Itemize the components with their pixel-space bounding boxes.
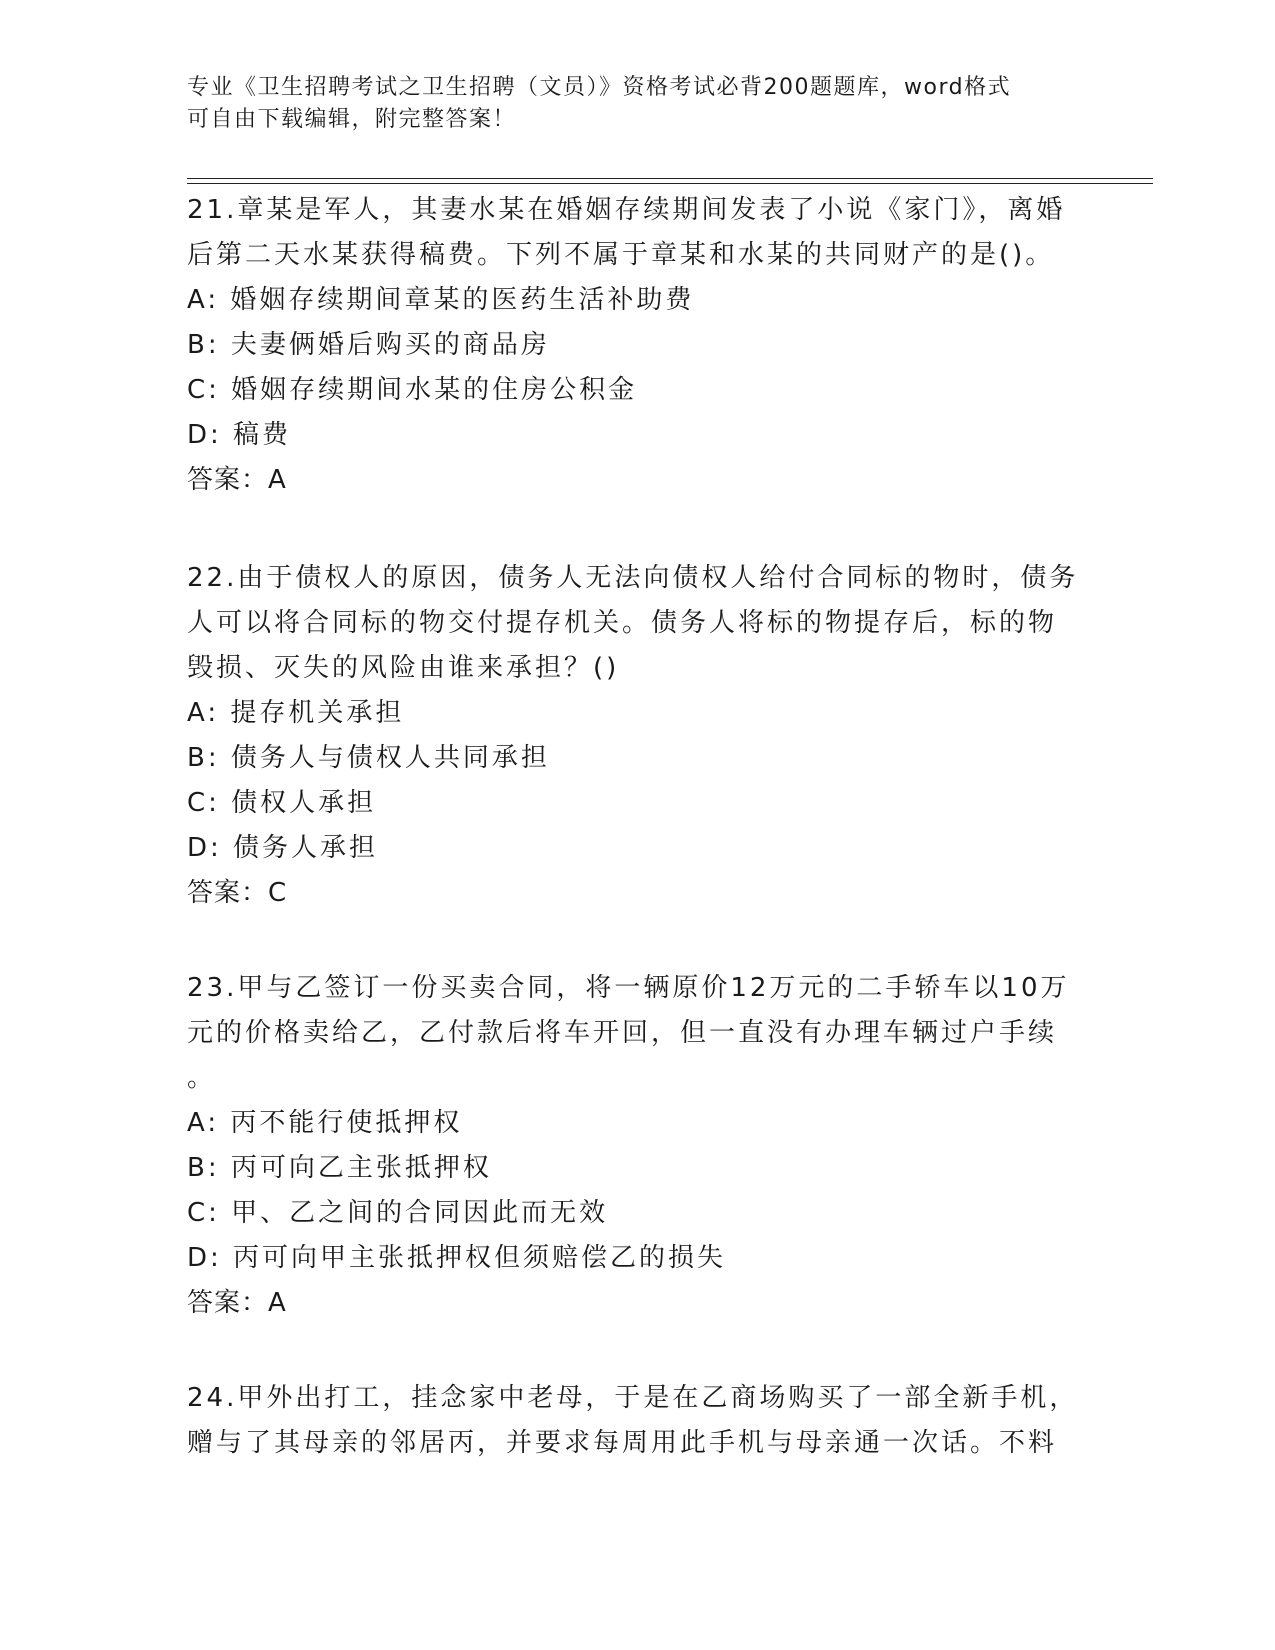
question-21-option-a: A: 婚姻存续期间章某的医药生活补助费: [187, 285, 695, 315]
question-22-text-line-3: 毁损、灭失的风险由谁来承担？(): [187, 653, 620, 683]
question-23-answer: 答案：A: [187, 1288, 287, 1318]
question-22-option-a: A: 提存机关承担: [187, 698, 405, 728]
header-divider-top: [187, 178, 1153, 179]
question-22-text-line-1: 22.由于债权人的原因，债务人无法向债权人给付合同标的物时，债务: [187, 563, 1079, 593]
question-21-text-line-1: 21.章某是军人，其妻水某在婚姻存续期间发表了小说《家门》，离婚: [187, 195, 1066, 225]
question-22: [187, 556, 1087, 916]
question-22-answer: 答案：C: [187, 878, 288, 908]
question-22-text-line-2: 人可以将合同标的物交付提存机关。债务人将标的物提存后，标的物: [187, 608, 1058, 638]
question-21-option-d: D: 稿费: [187, 420, 292, 450]
question-23-text-line-1: 23.甲与乙签订一份买卖合同，将一辆原价12万元的二手轿车以10万: [187, 973, 1070, 1003]
question-22-option-b: B: 债务人与债权人共同承担: [187, 743, 550, 773]
question-21: [187, 188, 1087, 503]
question-22-option-c: C: 债权人承担: [187, 788, 377, 818]
question-21-text-line-2: 后第二天水某获得稿费。下列不属于章某和水某的共同财产的是()。: [187, 240, 1055, 270]
question-24-text-line-2: 赠与了其母亲的邻居丙，并要求每周用此手机与母亲通一次话。不料: [187, 1428, 1058, 1458]
header-divider-bottom: [187, 183, 1153, 184]
question-24: [187, 1376, 1087, 1466]
question-21-answer: 答案：A: [187, 465, 287, 495]
question-23: [187, 966, 1087, 1326]
question-23-option-c: C: 甲、乙之间的合同因此而无效: [187, 1198, 609, 1228]
question-23-option-a: A: 丙不能行使抵押权: [187, 1108, 463, 1138]
question-24-text-line-1: 24.甲外出打工，挂念家中老母，于是在乙商场购买了一部全新手机，: [187, 1383, 1079, 1413]
document-header: [187, 72, 1067, 136]
question-23-option-b: B: 丙可向乙主张抵押权: [187, 1153, 492, 1183]
question-23-text-line-2: 元的价格卖给乙，乙付款后将车开回，但一直没有办理车辆过户手续: [187, 1018, 1058, 1048]
header-line-1: 专业《卫生招聘考试之卫生招聘（文员）》资格考试必背200题题库，word格式: [187, 75, 1012, 100]
question-21-option-c: C: 婚姻存续期间水某的住房公积金: [187, 375, 638, 405]
header-line-2: 可自由下载编辑，附完整答案！: [187, 107, 517, 132]
question-23-option-d: D: 丙可向甲主张抵押权但须赔偿乙的损失: [187, 1243, 727, 1273]
question-22-option-d: D: 债务人承担: [187, 833, 379, 863]
question-23-text-line-3: 。: [187, 1063, 217, 1093]
question-21-option-b: B: 夫妻俩婚后购买的商品房: [187, 330, 550, 360]
